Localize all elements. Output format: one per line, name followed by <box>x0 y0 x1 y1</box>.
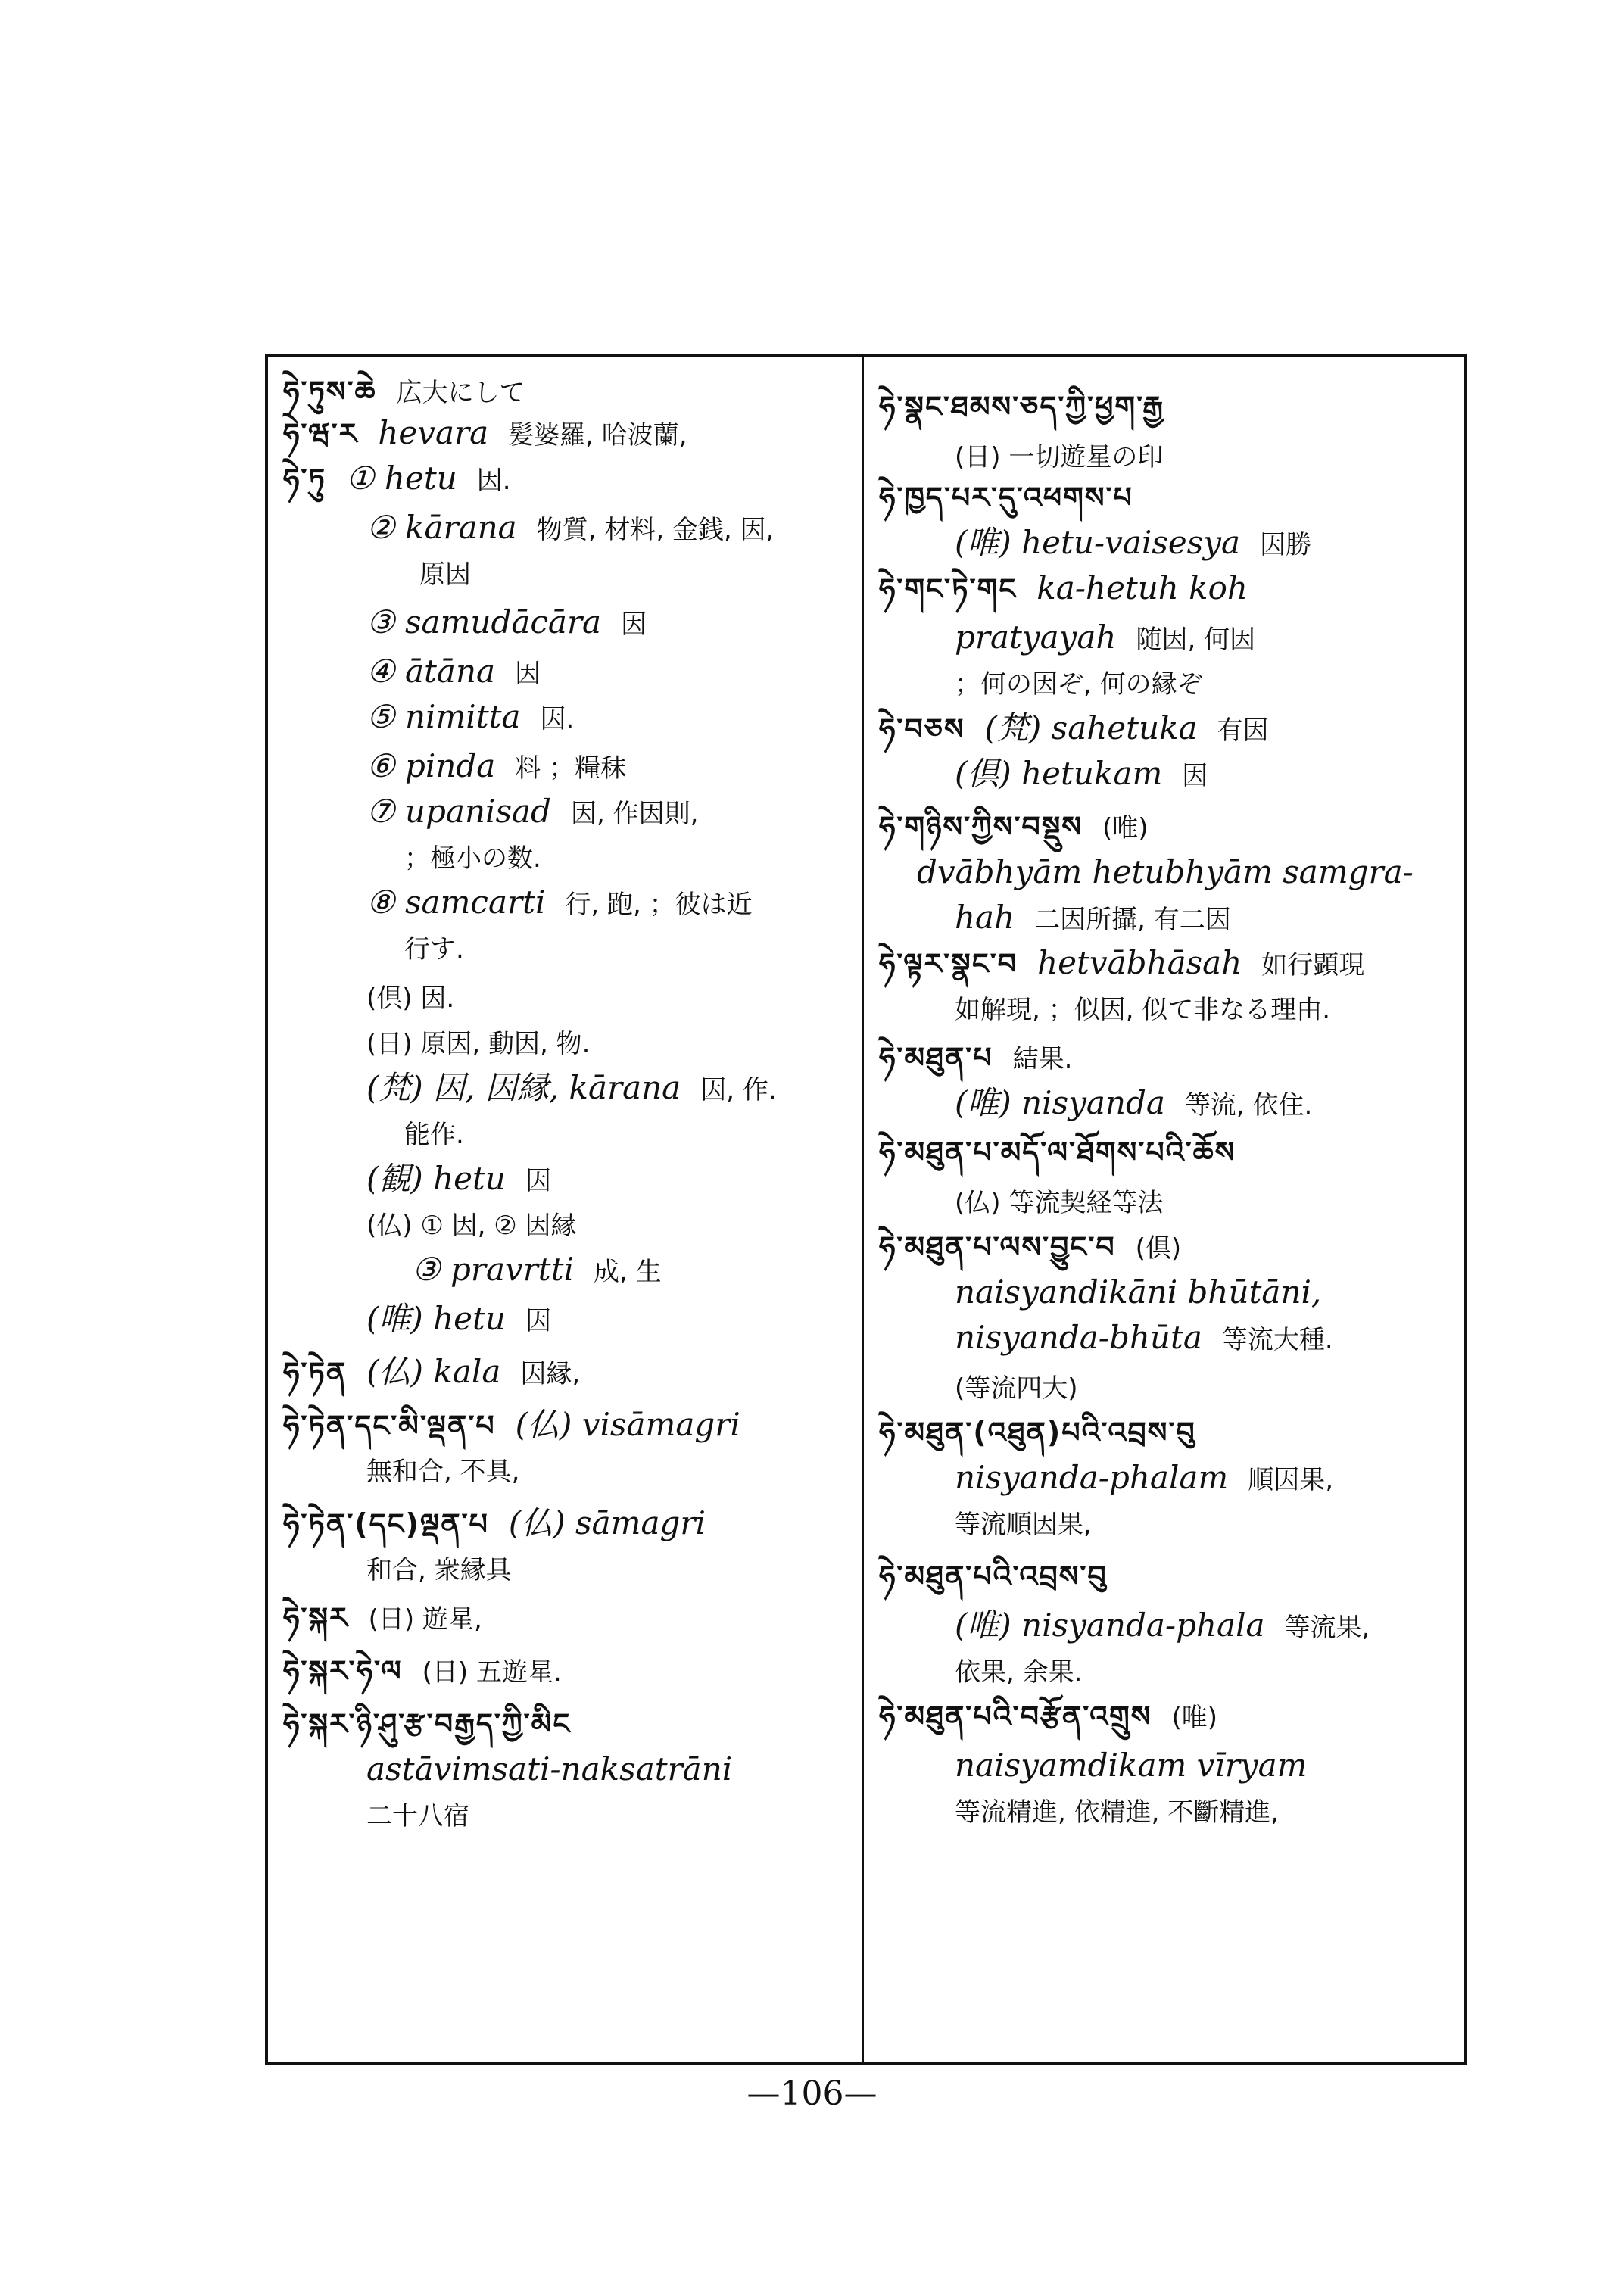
japanese-gloss: 原因 <box>419 559 471 590</box>
dictionary-line <box>864 899 1464 938</box>
tibetan-headword: ཧེ་ཏུ <box>283 463 326 496</box>
dictionary-line <box>268 1653 862 1691</box>
dictionary-line <box>864 1134 1464 1170</box>
japanese-gloss: (日) 一切遊星の印 <box>955 442 1164 472</box>
dictionary-line <box>268 839 862 877</box>
dictionary-line <box>864 1698 1464 1736</box>
japanese-gloss: 因縁, <box>520 1359 581 1389</box>
dictionary-line <box>864 525 1464 563</box>
japanese-gloss: 依果, 余果. <box>955 1657 1083 1688</box>
romanized-term: ⑤ nimitta <box>366 698 521 735</box>
romanized-term: ⑥ pinda <box>366 747 496 784</box>
tibetan-headword: ཧེ་ཝ་ར <box>283 417 359 450</box>
dictionary-line <box>268 1407 862 1444</box>
dictionary-line <box>268 653 862 692</box>
romanized-term: nisyanda-phalam <box>955 1459 1229 1496</box>
japanese-gloss: 因. <box>476 466 511 496</box>
japanese-gloss: ；極小の数. <box>404 843 541 874</box>
romanized-term: ③ samudācāra <box>366 603 602 641</box>
japanese-gloss: (唯) <box>1171 1703 1217 1733</box>
dictionary-line <box>268 604 862 643</box>
japanese-gloss: (仏) ① 因, ② 因縁 <box>366 1211 577 1241</box>
japanese-gloss: 因, 作因則, <box>570 799 699 829</box>
dictionary-line <box>268 699 862 737</box>
tibetan-headword: ཧེ་མཐུན་(འཐུན)པའི་འབྲས་བུ <box>879 1416 1196 1449</box>
dictionary-line <box>864 756 1464 794</box>
japanese-gloss: (日) 遊星, <box>368 1604 482 1635</box>
dictionary-line <box>268 1797 862 1834</box>
romanized-term: ① hetu <box>345 460 457 497</box>
dictionary-line <box>268 1161 862 1199</box>
japanese-gloss: 因勝 <box>1260 530 1312 560</box>
japanese-gloss: 等流順因果, <box>955 1510 1092 1540</box>
tibetan-headword: ཧེ་མཐུན་པའི་བརྩོན་འགྲུས <box>879 1700 1152 1733</box>
tibetan-headword: ཧེ་མཐུན་པ <box>879 1041 993 1074</box>
tibetan-headword: ཧེ་སྐར་ཉི་ཤུ་རྩ་བརྒྱད་ཀྱི་མིང <box>283 1707 572 1741</box>
dictionary-line <box>864 945 1464 983</box>
romanized-term: (倶) hetukam <box>955 755 1163 792</box>
dictionary-line <box>864 1183 1464 1221</box>
right-column <box>864 354 1464 2065</box>
tibetan-headword: ཧེ་མཐུན་པའི་འབྲས་བུ <box>879 1560 1108 1593</box>
dictionary-line <box>268 884 862 923</box>
japanese-gloss: (日) 原因, 動因, 物. <box>366 1029 591 1059</box>
japanese-gloss: (日) 五遊星. <box>422 1657 562 1688</box>
romanized-term: ③ pravrtti <box>412 1251 574 1288</box>
japanese-gloss: 因. <box>540 704 575 734</box>
dictionary-line <box>268 373 862 411</box>
japanese-gloss: 因 <box>525 1306 551 1336</box>
japanese-gloss: 因 <box>525 1166 551 1196</box>
japanese-gloss: 結果. <box>1012 1044 1073 1074</box>
japanese-gloss: 無和合, 不具, <box>366 1457 520 1487</box>
romanized-term: (唯) nisyanda-phala <box>955 1607 1265 1644</box>
japanese-gloss: 二因所攝, 有二因 <box>1034 905 1231 935</box>
romanized-term: ⑧ samcarti <box>366 884 546 921</box>
tibetan-headword: ཧེ་ཏུས་ཆེ <box>283 375 377 408</box>
japanese-gloss: (等流四大) <box>955 1373 1078 1404</box>
romanized-term: ⑦ upanisad <box>366 793 551 830</box>
romanized-term: naisyamdikam vīryam <box>955 1747 1308 1784</box>
romanized-term: (観) hetu <box>366 1160 506 1197</box>
romanized-term: ② kārana <box>366 509 517 546</box>
japanese-gloss: 等流, 依住. <box>1184 1090 1313 1121</box>
dictionary-line <box>864 1505 1464 1543</box>
dictionary-line <box>864 619 1464 658</box>
japanese-gloss: 因, 作. <box>700 1075 777 1105</box>
dictionary-line <box>268 1206 862 1244</box>
japanese-gloss: 有因 <box>1217 715 1269 746</box>
dictionary-line <box>864 1793 1464 1831</box>
dictionary-line <box>268 1551 862 1588</box>
dictionary-line <box>864 438 1464 475</box>
dictionary-line <box>268 1115 862 1153</box>
dictionary-line <box>864 809 1464 846</box>
tibetan-headword: ཧེ་སྐར་ཧེ་ལ <box>283 1654 403 1688</box>
romanized-term: hetvābhāsah <box>1037 944 1242 981</box>
romanized-term: (仏) kala <box>366 1353 501 1390</box>
dictionary-line <box>864 1747 1464 1784</box>
dictionary-line <box>864 1414 1464 1451</box>
tibetan-headword: ཧེ་ཏེན <box>283 1356 348 1389</box>
tibetan-headword: ཧེ་སྐར <box>283 1601 349 1635</box>
tibetan-headword: ཧེ་སྣང་ཐམས་ཅད་ཀྱི་ཕྱག་རྒྱ <box>879 390 1164 423</box>
page-number: —106— <box>747 2074 877 2113</box>
dictionary-line <box>268 1706 862 1742</box>
dictionary-line <box>864 1460 1464 1498</box>
japanese-gloss: 料 ；糧秣 <box>515 753 627 784</box>
dictionary-line <box>864 1369 1464 1407</box>
japanese-gloss: 随因, 何因 <box>1136 625 1256 655</box>
japanese-gloss: (倶) <box>1135 1233 1182 1264</box>
tibetan-headword: ཧེ་ཏེན་(དང)ལྡན་པ <box>283 1507 489 1541</box>
tibetan-headword: ཧེ་གང་ཏེ་གང <box>879 572 1018 606</box>
dictionary-line <box>268 1251 862 1290</box>
dictionary-line <box>268 979 862 1017</box>
japanese-gloss: 如行顕現 <box>1261 950 1365 980</box>
tibetan-headword: ཧེ་མཐུན་པ་ལས་བྱུང་བ <box>879 1230 1116 1264</box>
dictionary-line <box>864 710 1464 749</box>
dictionary-line <box>268 1505 862 1542</box>
dictionary-line <box>268 1070 862 1108</box>
japanese-gloss: 二十八宿 <box>366 1801 469 1831</box>
dictionary-line <box>268 1024 862 1062</box>
romanized-term: hah <box>955 899 1015 936</box>
tibetan-headword: ཧེ་གཉིས་ཀྱིས་བསྡུས <box>879 810 1083 843</box>
japanese-gloss: 順因果, <box>1248 1465 1334 1495</box>
dictionary-line <box>268 460 862 499</box>
dictionary-line <box>268 1452 862 1490</box>
dictionary-line <box>268 555 862 593</box>
japanese-gloss: (倶) 因. <box>366 983 455 1014</box>
dictionary-line <box>864 1085 1464 1124</box>
romanized-term: astāvimsati-naksatrāni <box>366 1750 733 1788</box>
japanese-gloss: 物質, 材料, 金銭, 因, <box>536 515 775 545</box>
japanese-gloss: 因 <box>621 609 647 640</box>
romanized-term: (梵) sahetuka <box>984 709 1198 746</box>
japanese-gloss: 成, 生 <box>594 1257 662 1287</box>
romanized-term: (仏) sāmagri <box>508 1504 706 1541</box>
tibetan-headword: ཧེ་བཅས <box>879 712 965 746</box>
japanese-gloss: 和合, 衆縁具 <box>366 1555 512 1585</box>
dictionary-line <box>864 1607 1464 1646</box>
romanized-term: naisyandikāni bhūtāni, <box>955 1273 1322 1311</box>
dictionary-line <box>268 510 862 548</box>
dictionary-line <box>268 930 862 968</box>
japanese-gloss: 等流大種. <box>1221 1325 1333 1355</box>
japanese-gloss: ；何の因ぞ, 何の縁ぞ <box>955 669 1203 700</box>
romanized-term: hevara <box>378 414 489 451</box>
dictionary-line <box>268 1354 862 1392</box>
romanized-term: (仏) visāmagri <box>515 1406 740 1443</box>
japanese-gloss: 因 <box>1182 761 1208 791</box>
japanese-gloss: 髪婆羅, 哈波蘭, <box>508 420 687 450</box>
dictionary-line <box>864 1558 1464 1594</box>
dictionary-line <box>268 1600 862 1638</box>
japanese-gloss: 行, 跑, ；彼は近 <box>565 890 753 920</box>
romanized-term: dvābhyām hetubhyām samgra- <box>917 853 1414 890</box>
romanized-term: (唯) hetu-vaisesya <box>955 524 1241 561</box>
romanized-term: nisyanda-bhūta <box>955 1319 1202 1356</box>
dictionary-line <box>864 388 1464 425</box>
dictionary-line <box>864 479 1464 516</box>
dictionary-line <box>268 1751 862 1788</box>
dictionary-line <box>268 1301 862 1339</box>
dictionary-line <box>864 1320 1464 1358</box>
dictionary-line <box>864 665 1464 703</box>
romanized-term: ka-hetuh koh <box>1036 569 1248 606</box>
japanese-gloss: 如解現, ；似因, 似て非なる理由. <box>955 995 1331 1025</box>
left-column <box>268 354 862 2065</box>
dictionary-line <box>864 1229 1464 1267</box>
romanized-term: (唯) nisyanda <box>955 1084 1165 1121</box>
romanized-term: (梵) 因, 因縁, kārana <box>366 1069 681 1106</box>
dictionary-line <box>864 570 1464 607</box>
dictionary-line <box>864 854 1464 891</box>
dictionary-line <box>864 1653 1464 1691</box>
japanese-gloss: 能作. <box>404 1120 464 1150</box>
dictionary-line <box>864 990 1464 1028</box>
japanese-gloss: 行す. <box>404 934 464 965</box>
dictionary-line <box>268 793 862 832</box>
japanese-gloss: 等流精進, 依精進, 不斷精進, <box>955 1797 1280 1828</box>
japanese-gloss: 因 <box>515 659 541 689</box>
romanized-term: pratyayah <box>955 619 1117 656</box>
dictionary-line <box>268 415 862 454</box>
japanese-gloss: 等流果, <box>1284 1613 1370 1643</box>
dictionary-line <box>864 1274 1464 1311</box>
tibetan-headword: ཧེ་ལྟར་སྣང་བ <box>879 947 1018 980</box>
romanized-term: ④ ātāna <box>366 653 496 690</box>
japanese-gloss: (仏) 等流契経等法 <box>955 1188 1164 1218</box>
japanese-gloss: 広大にして <box>396 378 525 408</box>
tibetan-headword: ཧེ་མཐུན་པ་མདོ་ལ་ཐོགས་པའི་ཆོས <box>879 1136 1236 1169</box>
romanized-term: (唯) hetu <box>366 1300 506 1337</box>
japanese-gloss: (唯) <box>1102 813 1149 843</box>
dictionary-line <box>864 1039 1464 1077</box>
tibetan-headword: ཧེ་ཏེན་དང་མི་ལྡན་པ <box>283 1409 496 1442</box>
dictionary-line <box>268 748 862 787</box>
tibetan-headword: ཧེ་ཁྱད་པར་དུ་འཕགས་པ <box>879 481 1133 514</box>
